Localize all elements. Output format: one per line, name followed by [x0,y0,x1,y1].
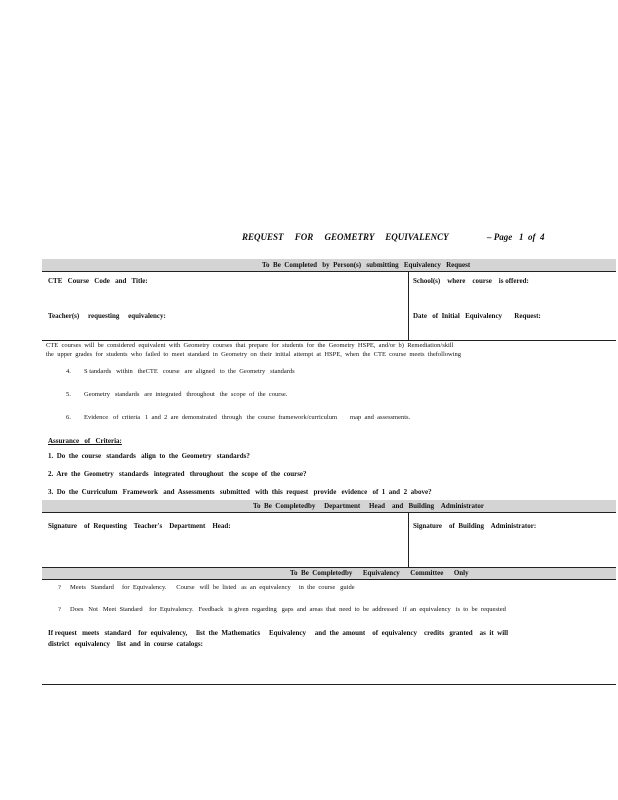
signature-admin-label: Signature of Building Administrator: [413,522,537,530]
assurance-question: 2. Are the Geometry standards integrated throughout the scope of the course? [48,470,307,478]
option-meets-standard: Meets Standard for Equivalency. Course will be listed as an equivalency in the course guide [70,584,355,591]
criteria-number: 6. [66,414,71,421]
divider [42,271,616,272]
section-committee-header-text: To Be Completedby Equivalency Committee Only [290,569,469,577]
option-bullet-icon: ? [58,584,61,591]
criteria-number: 4. [66,368,71,375]
assurance-question: 1. Do the course standards align to the Geometry standards? [48,452,250,460]
intro-line-2: the upper grades for students who failed to meet standard in Geometry on their initial attempt at HSPE, when the CTE course meets thefollowing [46,351,462,358]
section-committee-header-bar [42,568,616,579]
signature-teacher-label: Signature of Requesting Teacher's Department Head: [48,522,231,530]
assurance-heading: Assurance of Criteria: [48,437,122,445]
final-instruction-line-2: district equivalency list and in course catalogs: [48,640,203,648]
assurance-question: 3. Do the Curriculum Framework and Assessments submitted with this request provide evidence of 1 and 2 above? [48,488,432,496]
date-label: Date of Initial Equivalency Request: [413,312,541,320]
criteria-number: 5. [66,391,71,398]
section-admin-header-bar [42,500,616,512]
vertical-divider [408,513,409,567]
option-does-not-meet: Does Not Meet Standard for Equivalency. Feedback is given regarding gaps and areas that need to be addressed if an equivalency is to be requested [70,606,506,613]
intro-line-1: CTE courses will be considered equivalent with Geometry courses that prepare for students for the Geometry HSPE, and/or b) Remediation/skill [46,342,454,349]
section-person-header-bar [42,259,616,271]
divider [42,340,616,341]
divider [42,579,616,580]
criteria-item: Evidence of criteria 1 and 2 are demonstrated through the course framework/curriculum map and assessments. [84,414,411,421]
criteria-item: Geometry standards are integrated throughout the scope of the course. [84,391,288,398]
section-person-header-text: To Be Completed by Person(s) submitting Equivalency Request [262,261,471,269]
divider [42,512,616,513]
vertical-divider [408,272,409,340]
option-bullet-icon: ? [58,606,61,613]
criteria-item: S tandards within theCTE course are aligned to the Geometry standards [84,368,295,375]
teacher-label: Teacher(s) requesting equivalency: [48,312,166,320]
final-instruction-line-1: If request meets standard for equivalency, list the Mathematics Equivalency and the amount of equivalency credits granted as it will [48,629,509,637]
school-label: School(s) where course is offered: [413,277,529,285]
form-title: REQUEST FOR GEOMETRY EQUIVALENCY [242,232,449,242]
cte-course-label: CTE Course Code and Title: [48,277,148,285]
bottom-rule [42,684,616,685]
page-indicator: – Page 1 of 4 [487,232,545,242]
section-admin-header-text: To Be Completedby Department Head and Building Administrator [253,502,484,510]
